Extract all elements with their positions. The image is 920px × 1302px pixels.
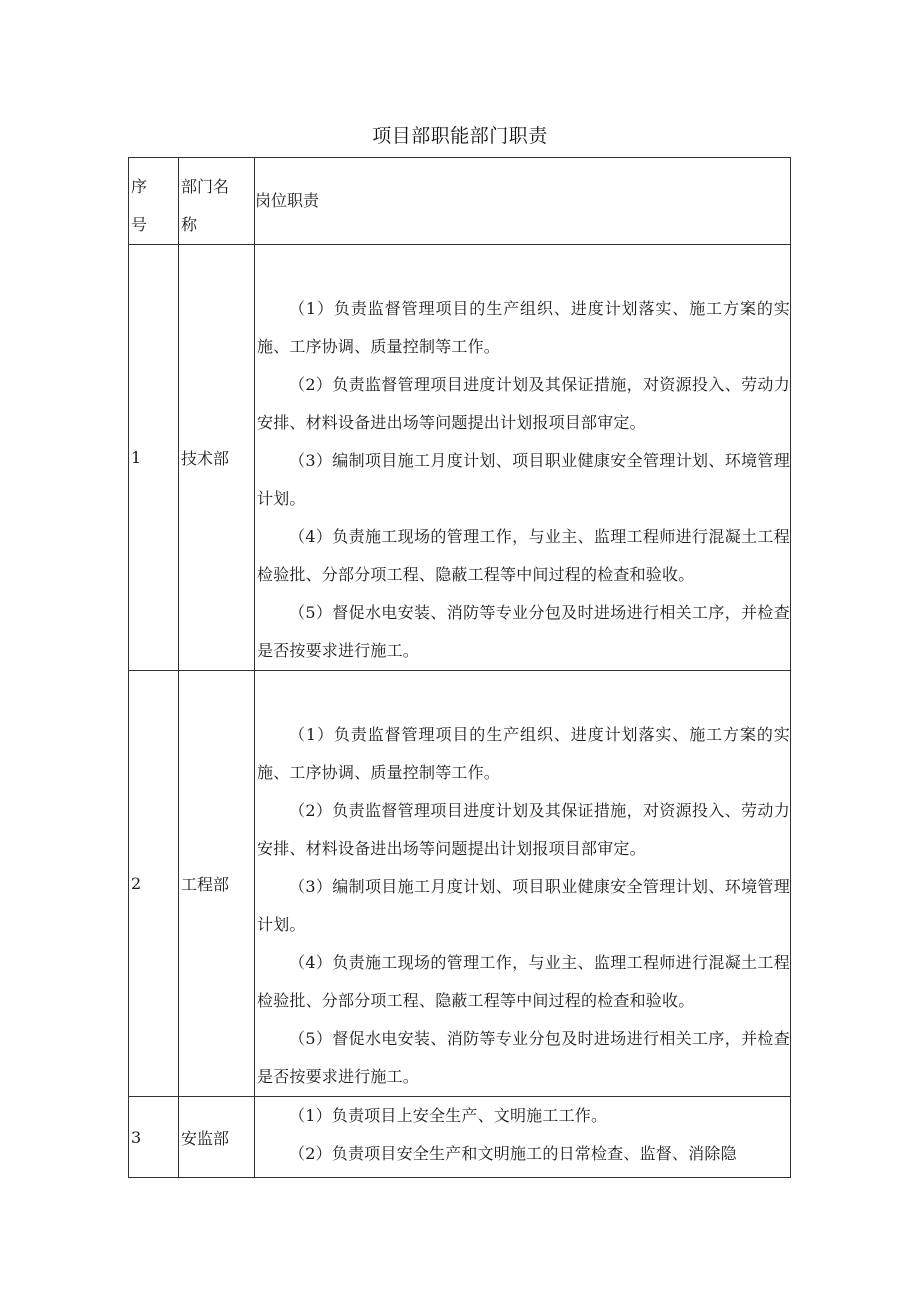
duty-item: （1）负责监督管理项目的生产组织、进度计划落实、施工方案的实施、工序协调、质量控制等工作。 (257, 299, 790, 356)
table-row (129, 1097, 791, 1178)
duty-list (257, 716, 790, 1096)
duty-item: （1）负责项目上安全生产、文明施工工作。 (289, 1106, 608, 1125)
row-dept: 安监部 (179, 1097, 255, 1178)
header-dept-line2: 称 (181, 215, 198, 234)
row-no: 2 (129, 671, 179, 1097)
row-no: 1 (129, 245, 179, 671)
header-duty-cell: 岗位职责 (255, 158, 791, 245)
duty-list (257, 290, 790, 670)
row-duties (255, 671, 791, 1097)
header-no-cell (129, 158, 179, 245)
duty-item: （2）负责监督管理项目进度计划及其保证措施，对资源投入、劳动力安排、材料设备进出场等问题提出计划报项目部审定。 (257, 801, 790, 858)
row-no: 3 (129, 1097, 179, 1178)
row-dept: 技术部 (179, 245, 255, 671)
page-title: 项目部职能部门职责 (372, 125, 548, 147)
duty-item: （2）负责项目安全生产和文明施工的日常检查、监督、消除隐 (289, 1144, 737, 1163)
duty-item: （3）编制项目施工月度计划、项目职业健康安全管理计划、环境管理计划。 (257, 877, 790, 934)
duty-list (257, 1097, 790, 1173)
duty-item: （3）编制项目施工月度计划、项目职业健康安全管理计划、环境管理计划。 (257, 451, 790, 508)
duty-table (128, 157, 791, 1178)
row-duties (255, 245, 791, 671)
header-dept-cell (179, 158, 255, 245)
duty-item: （2）负责监督管理项目进度计划及其保证措施，对资源投入、劳动力安排、材料设备进出场等问题提出计划报项目部审定。 (257, 375, 790, 432)
row-dept: 工程部 (179, 671, 255, 1097)
header-no-line2: 号 (131, 215, 148, 234)
table-header-row (129, 158, 791, 245)
header-dept-line1: 部门名 (181, 177, 230, 196)
row-duties (255, 1097, 791, 1178)
duty-item: （4）负责施工现场的管理工作，与业主、监理工程师进行混凝土工程检验批、分部分项工程、隐蔽工程等中间过程的检查和验收。 (257, 953, 790, 1010)
duty-item: （1）负责监督管理项目的生产组织、进度计划落实、施工方案的实施、工序协调、质量控制等工作。 (257, 725, 790, 782)
duty-item: （5）督促水电安装、消防等专业分包及时进场进行相关工序，并检查是否按要求进行施工。 (257, 1029, 790, 1086)
duty-item: （5）督促水电安装、消防等专业分包及时进场进行相关工序，并检查是否按要求进行施工。 (257, 603, 790, 660)
duty-item: （4）负责施工现场的管理工作，与业主、监理工程师进行混凝土工程检验批、分部分项工程、隐蔽工程等中间过程的检查和验收。 (257, 527, 790, 584)
table-row (129, 671, 791, 1097)
table-row (129, 245, 791, 671)
header-no-line1: 序 (131, 177, 148, 196)
